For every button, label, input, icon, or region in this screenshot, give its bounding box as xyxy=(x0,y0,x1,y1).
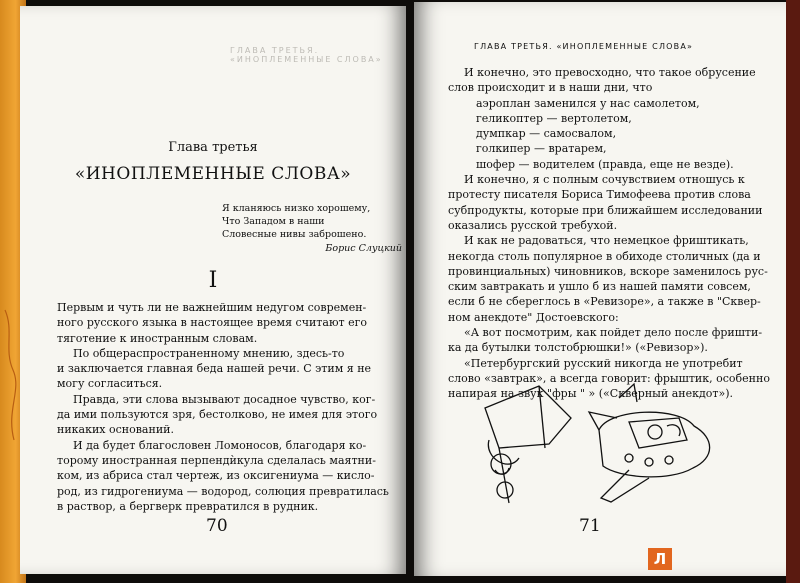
text-line: И конечно, это превосходно, что такое обрусение xyxy=(464,66,756,79)
text-line: аэроплан заменился у нас самолетом, xyxy=(476,96,700,110)
chapter-label: Глава третья xyxy=(168,140,258,155)
text-line: и заключается главная беда нашей речи. С этим я не xyxy=(57,362,372,376)
text-line: субпродукты, которые при ближайшем исследовании xyxy=(448,203,763,217)
text-line: если б не сбереглось в «Ревизоре», а также в "Сквер- xyxy=(448,295,761,309)
text-line: протесту писателя Бориса Тимофеева против слова xyxy=(448,188,751,202)
text-line: И да будет благословен Ломоносов, благодаря ко- xyxy=(73,438,367,452)
text-line: ским завтракать и ушло б из нашей памяти совсем, xyxy=(448,280,751,294)
text-line: никаких оснований. xyxy=(57,423,174,437)
text-line: ном анекдоте" Достоевского: xyxy=(448,310,619,324)
text-line: слово «завтрак», а всегда говорит: фрыштик, особенно xyxy=(448,371,770,385)
text-line: «А вот посмотрим, как пойдет дело после фришти- xyxy=(464,326,763,340)
text-line: Правда, эти слова вызывают досадное чувство, ког- xyxy=(73,392,376,406)
airplane-cartoon-illustration xyxy=(479,378,719,508)
epigraph-line: Что Западом в наши xyxy=(222,216,325,227)
text-line: ка да бутылки толстобрюшки!» («Ревизор»). xyxy=(448,341,708,355)
left-page xyxy=(20,6,406,574)
text-line: могу согласиться. xyxy=(57,377,163,391)
section-number: I xyxy=(208,268,218,293)
epigraph-line: Словесные нивы заброшено. xyxy=(222,229,367,240)
text-line: напирая на звук "фры " » («Скверный анекдот»). xyxy=(448,387,734,401)
epigraph xyxy=(222,202,402,255)
text-line: По общераспространенному мнению, здесь-то xyxy=(73,346,345,360)
text-line: род, из гидрогениума — водород, солюция превратилась xyxy=(57,484,389,498)
text-line: оказались русской требухой. xyxy=(448,218,618,232)
ghost-running-header: ГЛАВА ТРЕТЬЯ. «ИНОПЛЕМЕННЫЕ СЛОВА» xyxy=(230,46,383,64)
text-line: некогда столь популярное в обиходе столичных (да и xyxy=(448,249,761,263)
text-line: шофер — водителем (правда, еще не везде). xyxy=(476,157,734,171)
labirint-logo: Л xyxy=(648,548,672,570)
running-header: ГЛАВА ТРЕТЬЯ. «ИНОПЛЕМЕННЫЕ СЛОВА» xyxy=(474,42,694,51)
text-line: тяготение к иностранным словам. xyxy=(57,331,258,345)
text-line: слов происходит и в наши дни, что xyxy=(448,81,653,95)
cover-decoration xyxy=(2,300,18,450)
epigraph-author: Борис Слуцкий xyxy=(325,243,402,254)
text-line: геликоптер — вертолетом, xyxy=(476,111,632,125)
right-body-text xyxy=(448,65,770,402)
text-line: да ими пользуются зря, бестолково, не имея для этого xyxy=(57,408,378,422)
text-line: в раствор, а бергверк превратился в рудник. xyxy=(57,499,319,513)
text-line: И как не радоваться, что немецкое фриштикать, xyxy=(464,234,749,248)
text-line: Первым и чуть ли не важнейшим недугом современ- xyxy=(57,301,367,314)
epigraph-line: Я кланяюсь низко хорошему, xyxy=(222,203,371,214)
left-body-text xyxy=(57,300,389,514)
text-line: голкипер — вратарем, xyxy=(476,142,607,156)
chapter-title: «ИНОПЛЕМЕННЫЕ СЛОВА» xyxy=(74,164,352,184)
text-line: торому иностранная перпендѝкула сделалась маятни- xyxy=(57,453,376,467)
page-number-right: 71 xyxy=(579,516,601,536)
page-number-left: 70 xyxy=(206,516,228,536)
text-line: ком, из абриса стал чертеж, из оксигениума — кисло- xyxy=(57,469,375,483)
book-cover-right-edge xyxy=(786,0,800,583)
text-line: И конечно, я с полным сочувствием отношусь к xyxy=(464,173,745,187)
text-line: «Петербургский русский никогда не употребит xyxy=(464,356,743,370)
text-line: думпкар — самосвалом, xyxy=(476,127,617,141)
text-line: ного русского языка в настоящее время считают его xyxy=(57,316,368,330)
text-line: провинциальных) чиновников, вскоре заменилось рус- xyxy=(448,264,768,278)
